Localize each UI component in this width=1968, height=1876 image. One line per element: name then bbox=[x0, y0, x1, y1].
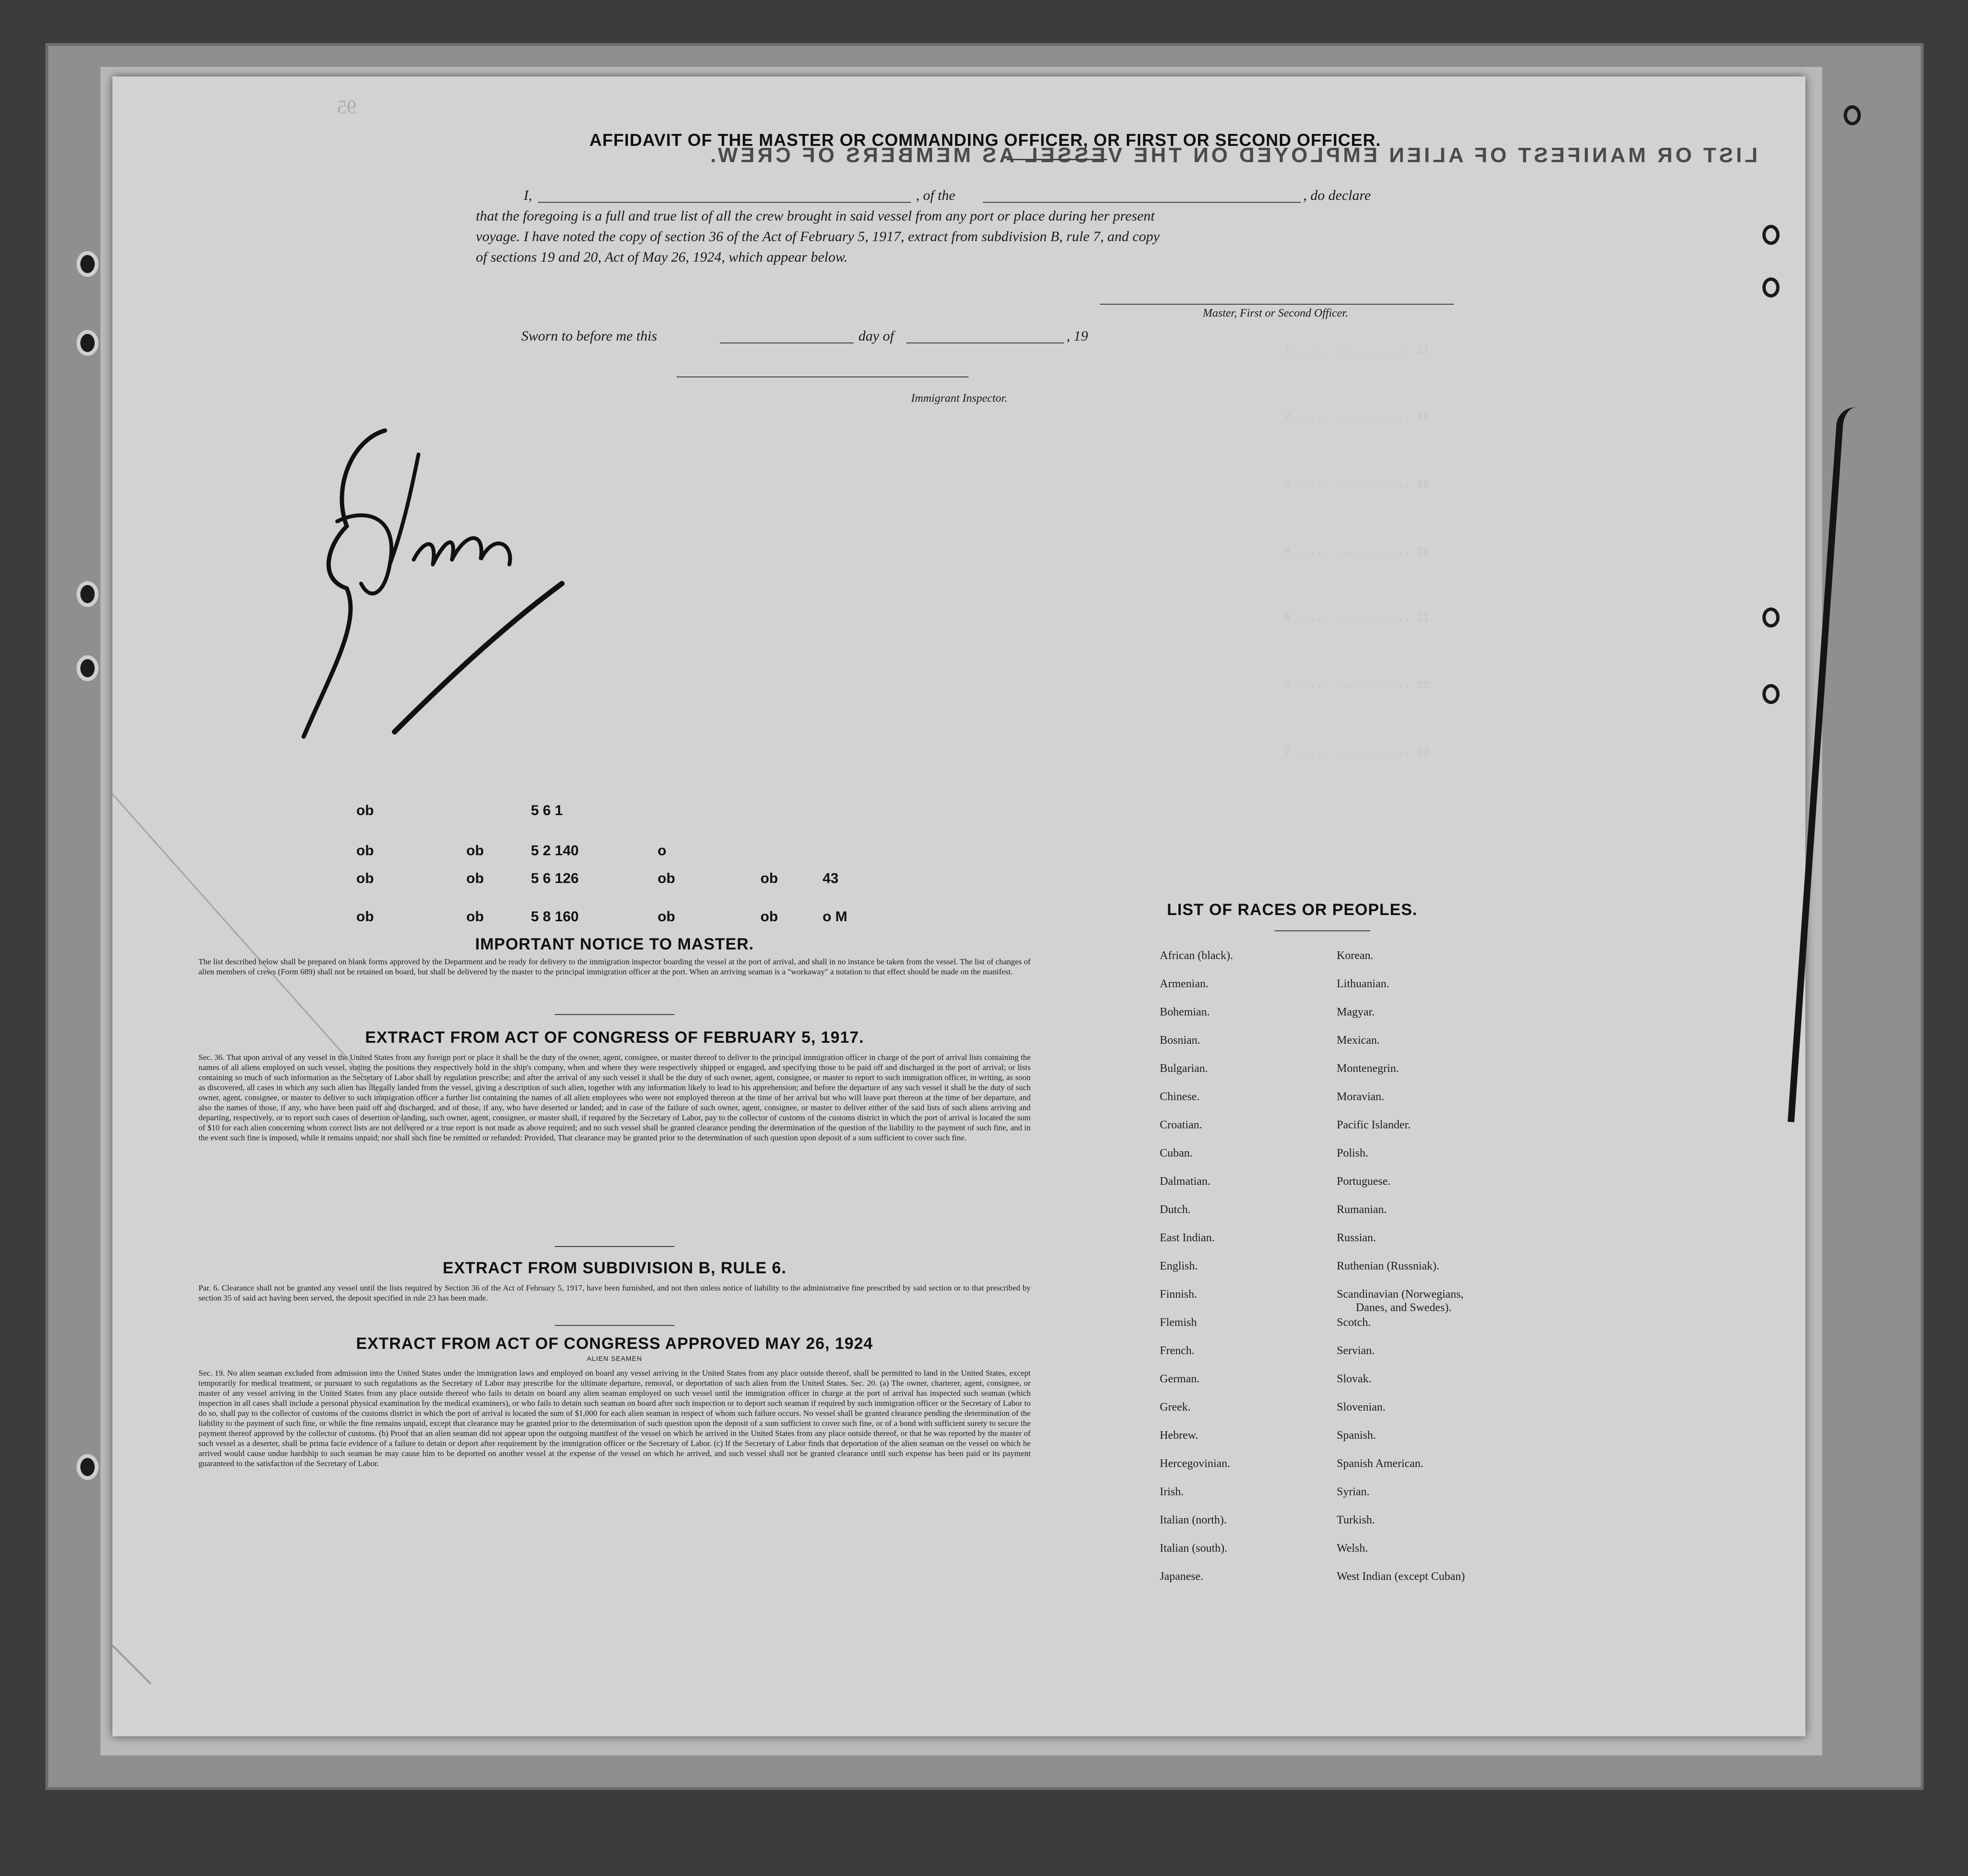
ditto-mark: 5 6 1 bbox=[531, 803, 563, 818]
affidavit-line-4: of sections 19 and 20, Act of May 26, 1924, which appear below. bbox=[476, 249, 848, 265]
binder-hole bbox=[77, 251, 99, 277]
binder-hole bbox=[77, 581, 99, 607]
notice-body: The list described below shall be prepared on blank forms approved by the Department and be ready for delivery to the immigration inspector boarding the vessel at the port of arrival, and shall in no instance be taken from the vessel. The list of changes of alien members of crews (Form 689) shall not be retained on board, but shall be delivered by the master to the principal immigration officer at the port. When an arriving seaman is a "workaway" a notation to that effect should be made on the manifest. bbox=[198, 957, 1031, 976]
master-signature-caption: Master, First or Second Officer. bbox=[1203, 307, 1348, 320]
race-left: Hebrew. bbox=[1160, 1429, 1198, 1442]
race-right: Magyar. bbox=[1337, 1006, 1375, 1018]
race-right: Polish. bbox=[1337, 1147, 1369, 1159]
race-right: Spanish American. bbox=[1337, 1457, 1424, 1470]
race-left: Hercegovinian. bbox=[1160, 1457, 1231, 1470]
ditto-mark: ob bbox=[466, 843, 484, 859]
race-left: Italian (north). bbox=[1160, 1514, 1227, 1526]
extract-1924-body: Sec. 19. No alien seaman excluded from admission into the United States under the immigration laws and employed on board any vessel arriving in the United States from any place outside thereof, shall be permitted to land in the United States, except temporarily for medical treatment, or pursuant to such regulations as the Secretary of Labor may prescribe for the ultimate departure, removal, or deportation of such alien from the United States. Sec. 20. (a) The owner, charterer, agent, consignee, or master of any vessel arriving in the United States from any place outside thereof who fails to detain on board any alien seaman employed on such vessel until the immigration officer in charge at the port of arrival has inspected such seaman (which inspection in all cases shall include a personal physical examination by the medical examiners), or who fails to detain such seaman on board after such inspection or to deport such seaman if required by such immigration officer or the Secretary of Labor to do so, shall pay to the collector of customs of the customs district in which the port of arrival is located the sum of $1,000 for each alien seaman in respect of whom such failure occurs. No vessel shall be granted clearance pending the determination of the liability to the payment of such fine, or while the fine remains unpaid, except that clearance may be granted prior to the determination of such question upon the deposit of a sum sufficient to cover such fine, or of a bond with sufficient surety to secure the payment thereof approved by the collector of customs. (b) Proof that an alien seaman did not appear upon the outgoing manifest of the vessel on which he arrived in the United States from any place outside thereof, or that he was reported by the master of such vessel as a deserter, shall be prima facie evidence of a failure to detain or deport after requirement by the immigration officer or the Secretary of Labor. (c) If the Secretary of Labor finds that deportation of the alien seaman on the vessel on which he arrived would cause undue hardship to such seaman he may cause him to be deported on another vessel at the expense of the vessel on which he arrived, and such vessel shall not be granted clearance until such expense has been paid or its payment guaranteed to the satisfaction of the Secretary of Labor. bbox=[198, 1368, 1031, 1468]
affidavit-line-2: that the foregoing is a full and true list of all the crew brought in said vessel from any port or place during her present bbox=[476, 208, 1155, 224]
race-right: Lithuanian. bbox=[1337, 978, 1389, 990]
ditto-mark: ob bbox=[760, 909, 778, 925]
race-left: Dalmatian. bbox=[1160, 1175, 1210, 1188]
race-right: Rumanian. bbox=[1337, 1203, 1387, 1216]
race-right: Moravian. bbox=[1337, 1091, 1385, 1103]
race-right-continuation: Danes, and Swedes). bbox=[1356, 1302, 1451, 1314]
race-left: Finnish. bbox=[1160, 1288, 1198, 1301]
extract-1924-title: EXTRACT FROM ACT OF CONGRESS APPROVED MAY 26, 1924 bbox=[356, 1335, 873, 1353]
race-right: Ruthenian (Russniak). bbox=[1337, 1260, 1440, 1272]
reverse-bleed-lines: 1 ..... ..... ...... 17 2 ..... ..... ...... 18 3 ..... ..... ...... 19 4 ..... ..... ...... 20 5 ..... ..... ...... 21 6 ..... ..... ...... 22 7 ..... ..... ...... 23 bbox=[1284, 344, 1429, 758]
race-left: Dutch. bbox=[1160, 1203, 1191, 1216]
race-left: Armenian. bbox=[1160, 978, 1209, 990]
race-left: French. bbox=[1160, 1345, 1195, 1357]
ditto-mark: o M bbox=[823, 909, 847, 925]
day-of-label: day of bbox=[858, 328, 894, 344]
ditto-mark: ob bbox=[760, 871, 778, 886]
fold-lines bbox=[112, 77, 1805, 1736]
race-left: Japanese. bbox=[1160, 1570, 1204, 1583]
affidavit-line-3: voyage. I have noted the copy of section 36 of the Act of February 5, 1917, extract from subdivision B, rule 7, and copy bbox=[476, 229, 1160, 244]
reverse-bleed-header: LIST OR MANIFEST OF ALIEN EMPLOYED ON THE VESSEL AS MEMBERS OF CREW. bbox=[707, 143, 1758, 167]
ditto-mark: ob bbox=[356, 843, 374, 859]
race-left: Irish. bbox=[1160, 1486, 1184, 1498]
ditto-mark: o bbox=[658, 843, 667, 859]
race-right: Pacific Islander. bbox=[1337, 1119, 1411, 1131]
affidavit-title: AFFIDAVIT OF THE MASTER OR COMMANDING OFFICER, OR FIRST OR SECOND OFFICER. bbox=[589, 130, 1381, 150]
race-right: Portuguese. bbox=[1337, 1175, 1391, 1188]
race-right: Scandinavian (Norwegians, bbox=[1337, 1288, 1464, 1301]
race-left: Croatian. bbox=[1160, 1119, 1202, 1131]
year-label: , 19 bbox=[1066, 328, 1088, 344]
race-left: German. bbox=[1160, 1373, 1200, 1385]
binder-ring bbox=[1844, 105, 1861, 125]
ditto-mark: ob bbox=[466, 871, 484, 886]
race-left: Italian (south). bbox=[1160, 1542, 1228, 1555]
race-right: Spanish. bbox=[1337, 1429, 1376, 1442]
race-right: Russian. bbox=[1337, 1232, 1376, 1244]
manifest-page bbox=[112, 77, 1805, 1736]
race-right: Welsh. bbox=[1337, 1542, 1368, 1555]
race-right: Mexican. bbox=[1337, 1034, 1380, 1047]
race-right: Montenegrin. bbox=[1337, 1062, 1399, 1075]
race-right: Scotch. bbox=[1337, 1316, 1371, 1329]
ditto-mark: 5 2 140 bbox=[531, 843, 579, 859]
extract-1917-title: EXTRACT FROM ACT OF CONGRESS OF FEBRUARY 5, 1917. bbox=[365, 1028, 864, 1047]
race-left: Flemish bbox=[1160, 1316, 1197, 1329]
ditto-mark: 43 bbox=[823, 871, 839, 886]
sworn-label: Sworn to before me this bbox=[521, 328, 657, 344]
ditto-mark: 5 8 160 bbox=[531, 909, 579, 925]
race-left: Bulgarian. bbox=[1160, 1062, 1208, 1075]
binder-hole bbox=[77, 330, 99, 356]
race-left: Cuban. bbox=[1160, 1147, 1193, 1159]
races-title: LIST OF RACES OR PEOPLES. bbox=[1167, 901, 1418, 919]
extract-1917-body: Sec. 36. That upon arrival of any vessel in the United States from any foreign port or place it shall be the duty of the owner, agent, consignee, or master thereof to deliver to the principal immigration officer in charge of the port of arrival lists containing the names of all aliens employed on such vessel, stating the positions they respectively hold in the ship's company, when and where they were respectively shipped or engaged, and specifying those to be paid off and discharged in the port of arrival; or lists containing so much of such information as the Secretary of Labor shall by regulation prescribe; and after the arrival of any such vessel it shall be the duty of such owner, agent, consignee, or master to report to such immigration officer, in writing, as soon as discovered, all cases in which any such alien has illegally landed from the vessel, giving a description of such alien, together with any information likely to lead to his apprehension; and before the departure of any such vessel it shall be the duty of such owner, agent, consignee, or master to deliver to such immigration officer a further list containing the names of all alien employees who were not employed thereon at the time of her arrival but who will leave port thereon at the time of her departure, and also the names of those, if any, who have been paid off and discharged, and of those, if any, who have deserted or landed; and in case of the failure of such owner, agent, consignee, or master to deliver either of the said lists of such aliens arriving and departing, respectively, or to report such cases of desertion or landing, such owner, agent, consignee, or master shall, if required by the Secretary of Labor, pay to the collector of customs of the customs district in which the port of arrival is located the sum of $10 for each alien concerning whom correct lists are not delivered or a true report is not made as above required; and no such vessel shall be granted clearance pending the determination of the question of the liability to the payment of such fine, and in the event such fine is imposed, while it remains unpaid; nor shall such fine be remitted or refunded: Provided, That clearance may be granted prior to the determination of such question upon deposit of a sum sufficient to cover such fine. bbox=[198, 1053, 1031, 1142]
page-number: 95 bbox=[337, 96, 356, 118]
race-left: English. bbox=[1160, 1260, 1198, 1272]
race-left: Bohemian. bbox=[1160, 1006, 1210, 1018]
ditto-mark: ob bbox=[356, 803, 374, 818]
ditto-mark: ob bbox=[356, 871, 374, 886]
ditto-mark: ob bbox=[466, 909, 484, 925]
race-left: Bosnian. bbox=[1160, 1034, 1200, 1047]
notice-title: IMPORTANT NOTICE TO MASTER. bbox=[475, 935, 754, 953]
race-right: Syrian. bbox=[1337, 1486, 1370, 1498]
ditto-mark: ob bbox=[658, 871, 675, 886]
race-right: Slovenian. bbox=[1337, 1401, 1385, 1413]
affidavit-declare: , do declare bbox=[1303, 188, 1371, 203]
race-right: Korean. bbox=[1337, 949, 1374, 962]
race-left: African (black). bbox=[1160, 949, 1233, 962]
extract-rule6-body: Par. 6. Clearance shall not be granted any vessel until the lists required by Section 36 of the Act of February 5, 1917, have been furnished, and not then unless notice of liability to the administrative fine prescribed by said section or to that prescribed by section 35 of said act having been served, the deposit specified in rule 23 has been made. bbox=[198, 1283, 1031, 1302]
race-left: East Indian. bbox=[1160, 1232, 1215, 1244]
affidavit-of-the: , of the bbox=[916, 188, 956, 203]
race-right: Servian. bbox=[1337, 1345, 1375, 1357]
extract-1924-subtitle: ALIEN SEAMEN bbox=[587, 1355, 642, 1362]
binder-hole bbox=[77, 655, 99, 681]
race-right: Turkish. bbox=[1337, 1514, 1375, 1526]
affidavit-i: I, bbox=[524, 188, 532, 203]
ditto-mark: 5 6 126 bbox=[531, 871, 579, 886]
race-left: Greek. bbox=[1160, 1401, 1191, 1413]
inspector-caption: Immigrant Inspector. bbox=[911, 392, 1008, 405]
ditto-mark: ob bbox=[658, 909, 675, 925]
extract-rule6-title: EXTRACT FROM SUBDIVISION B, RULE 6. bbox=[442, 1259, 787, 1277]
race-right: West Indian (except Cuban) bbox=[1337, 1570, 1465, 1583]
ditto-mark: ob bbox=[356, 909, 374, 925]
binder-hole bbox=[77, 1454, 99, 1480]
race-right: Slovak. bbox=[1337, 1373, 1372, 1385]
race-left: Chinese. bbox=[1160, 1091, 1200, 1103]
